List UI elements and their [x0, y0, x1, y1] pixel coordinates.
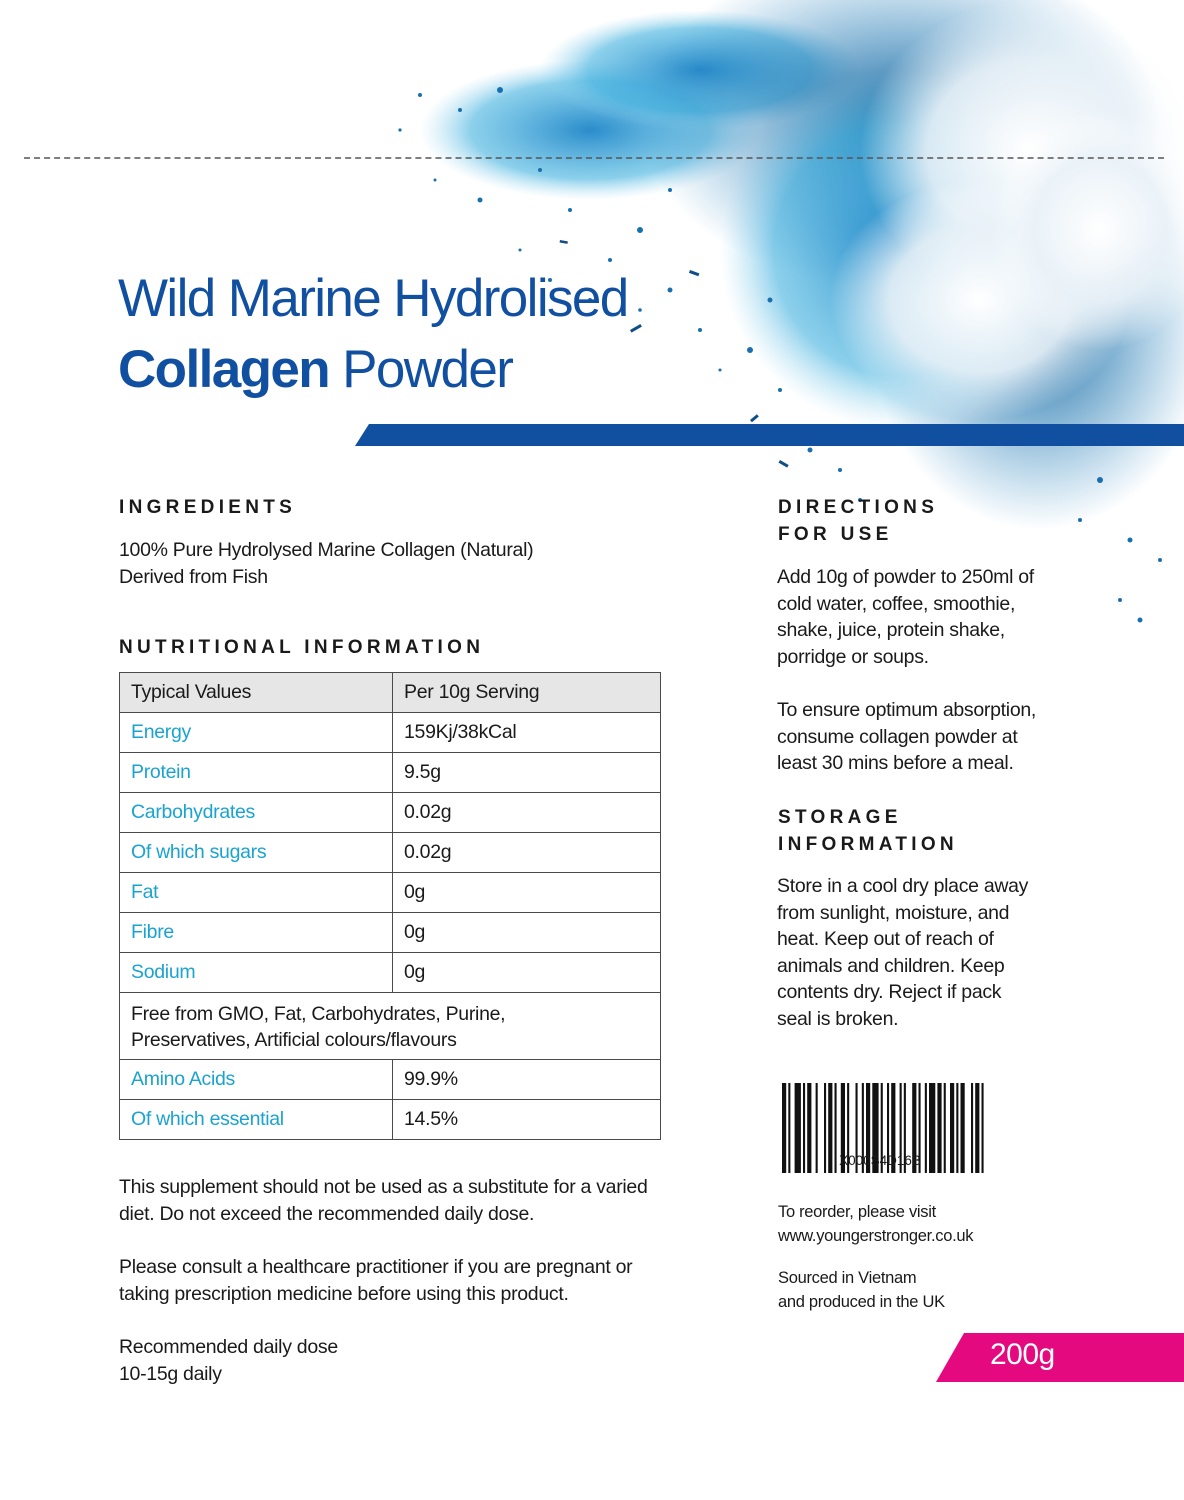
- directions-paragraph-2: [777, 697, 1036, 777]
- free-from-line1: Free from GMO, Fat, Carbohydrates, Purine,: [131, 1003, 506, 1025]
- origin-info: [778, 1266, 945, 1314]
- nutrition-heading: NUTRITIONAL INFORMATION: [119, 637, 485, 658]
- nutrient-label: Fibre: [120, 913, 393, 953]
- warning-p1-line1: This supplement should not be used as a substitute for a varied: [119, 1176, 648, 1198]
- reorder-line1: To reorder, please visit: [778, 1203, 936, 1221]
- table-row: [120, 793, 661, 833]
- ingredients-text: [119, 537, 533, 590]
- directions-p2-line: consume collagen powder at: [777, 725, 1018, 748]
- dose-line1: Recommended daily dose: [119, 1336, 338, 1358]
- storage-heading-line2: INFORMATION: [778, 834, 958, 855]
- table-row: [120, 713, 661, 753]
- header-cell-typical-values: Typical Values: [120, 673, 393, 713]
- directions-paragraph-1: [777, 564, 1034, 670]
- ingredients-line1: 100% Pure Hydrolysed Marine Collagen (Natural): [119, 539, 534, 561]
- directions-p2-line: To ensure optimum absorption,: [777, 699, 1037, 721]
- directions-p2-line: least 30 mins before a meal.: [777, 752, 1014, 774]
- table-row: [120, 1060, 661, 1100]
- nutrient-value: 9.5g: [393, 753, 661, 793]
- nutrition-header-row: [120, 673, 661, 713]
- table-row: [120, 833, 661, 873]
- nutrient-label: Energy: [120, 713, 393, 753]
- directions-p1-line: cold water, coffee, smoothie,: [777, 592, 1016, 615]
- nutrient-label: Of which essential: [120, 1100, 393, 1140]
- nutrient-value: 159Kj/38kCal: [393, 713, 661, 753]
- nutrient-label: Sodium: [120, 953, 393, 993]
- reorder-info: [778, 1200, 973, 1248]
- directions-heading-line2: FOR USE: [778, 524, 893, 545]
- free-from-cell: [120, 993, 661, 1060]
- warning-p2-line1: Please consult a healthcare practitioner if you are pregnant or: [119, 1256, 633, 1278]
- title-accent-bar: [355, 424, 1184, 446]
- directions-p1-line: Add 10g of powder to 250ml of: [777, 566, 1034, 588]
- reorder-website-link[interactable]: www.youngerstronger.co.uk: [778, 1227, 974, 1245]
- warning-paragraph-1: [119, 1174, 648, 1227]
- ingredients-heading: INGREDIENTS: [119, 497, 297, 518]
- storage-line: Store in a cool dry place away: [777, 875, 1029, 897]
- storage-line: from sunlight, moisture, and: [777, 901, 1010, 924]
- product-title-line2: [118, 340, 628, 399]
- dose-line2: 10-15g daily: [119, 1362, 222, 1385]
- storage-line: contents dry. Reject if pack: [777, 981, 1002, 1003]
- barcode-number: X000S4D16B: [839, 1153, 921, 1168]
- origin-line2: and produced in the UK: [778, 1293, 945, 1311]
- warning-p2-line2: taking prescription medicine before using this product.: [119, 1282, 569, 1305]
- product-title: [118, 269, 628, 399]
- nutrient-value: 14.5%: [393, 1100, 661, 1140]
- nutrient-label: Protein: [120, 753, 393, 793]
- nutrient-value: 0.02g: [393, 793, 661, 833]
- table-row: [120, 753, 661, 793]
- net-weight: 200g: [990, 1338, 1055, 1371]
- nutrient-label: Fat: [120, 873, 393, 913]
- nutrition-table: [119, 672, 661, 1140]
- directions-p1-line: porridge or soups.: [777, 645, 929, 668]
- nutrient-label: Of which sugars: [120, 833, 393, 873]
- cut-line-divider: [24, 157, 1164, 159]
- storage-line: heat. Keep out of reach of: [777, 928, 994, 950]
- product-title-rest: Powder: [342, 340, 513, 399]
- warning-paragraph-2: [119, 1254, 632, 1307]
- directions-heading: [778, 494, 938, 548]
- product-title-line1: Wild Marine Hydrolised: [118, 269, 628, 328]
- origin-line1: Sourced in Vietnam: [778, 1269, 917, 1287]
- storage-line: animals and children. Keep: [777, 954, 1005, 977]
- nutrient-value: 0g: [393, 953, 661, 993]
- nutrient-value: 0g: [393, 873, 661, 913]
- nutrient-value: 0.02g: [393, 833, 661, 873]
- nutrient-label: Carbohydrates: [120, 793, 393, 833]
- free-from-line2: Preservatives, Artificial colours/flavours: [131, 1029, 457, 1051]
- recommended-dose: [119, 1334, 338, 1387]
- header-cell-per-serving: Per 10g Serving: [393, 673, 661, 713]
- storage-text: [777, 873, 1028, 1032]
- storage-heading: [778, 804, 958, 858]
- weight-tag-shape: [936, 1333, 1184, 1382]
- table-row: [120, 953, 661, 993]
- table-row: [120, 913, 661, 953]
- directions-p1-line: shake, juice, protein shake,: [777, 619, 1005, 641]
- nutrient-value: 0g: [393, 913, 661, 953]
- nutrient-label: Amino Acids: [120, 1060, 393, 1100]
- nutrient-value: 99.9%: [393, 1060, 661, 1100]
- warning-p1-line2: diet. Do not exceed the recommended daily dose.: [119, 1202, 535, 1225]
- free-from-row: [120, 993, 661, 1060]
- table-row: [120, 873, 661, 913]
- storage-line: seal is broken.: [777, 1007, 899, 1030]
- table-row: [120, 1100, 661, 1140]
- ingredients-line2: Derived from Fish: [119, 565, 268, 588]
- product-title-bold: Collagen: [118, 340, 330, 399]
- directions-heading-line1: DIRECTIONS: [778, 497, 939, 518]
- barcode-bar: [982, 1083, 984, 1173]
- storage-heading-line1: STORAGE: [778, 807, 902, 828]
